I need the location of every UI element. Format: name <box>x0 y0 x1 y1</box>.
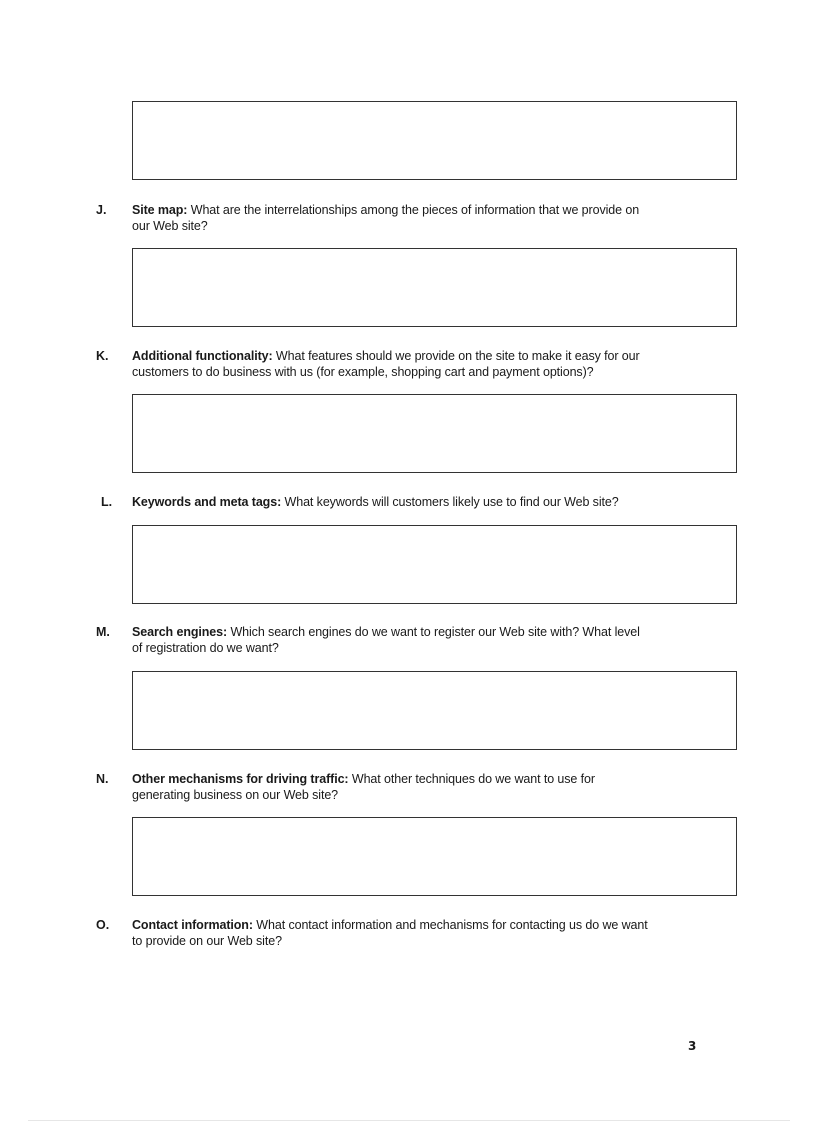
answer-box-j[interactable] <box>132 248 737 327</box>
question-m-text-continued: of registration do we want? <box>132 641 279 655</box>
item-letter-k: K. <box>96 349 109 363</box>
question-l-text: What keywords will customers likely use to find our Web site? <box>284 495 619 509</box>
answer-box-i[interactable] <box>132 101 737 180</box>
question-k-text-continued: customers to do business with us (for example, shopping cart and payment options)? <box>132 365 594 379</box>
answer-box-m[interactable] <box>132 671 737 750</box>
answer-box-l[interactable] <box>132 525 737 604</box>
question-j-title: Site map: <box>132 203 188 217</box>
item-letter-m: M. <box>96 625 110 639</box>
item-letter-j: J. <box>96 203 107 217</box>
question-o <box>132 917 712 949</box>
item-letter-l: L. <box>101 495 113 509</box>
question-n-title: Other mechanisms for driving traffic: <box>132 772 349 786</box>
answer-box-k[interactable] <box>132 394 737 473</box>
question-m-text: Which search engines do we want to register our Web site with? What level <box>230 625 640 639</box>
question-k-text: What features should we provide on the site to make it easy for our <box>275 349 640 363</box>
question-j-text: What are the interrelationships among the pieces of information that we provide on <box>190 203 640 217</box>
question-k <box>132 348 712 380</box>
question-l <box>132 494 712 510</box>
question-m-title: Search engines: <box>132 625 228 639</box>
question-j-text-continued: our Web site? <box>132 219 208 233</box>
question-o-text-continued: to provide on our Web site? <box>132 934 282 948</box>
question-n <box>132 771 712 803</box>
question-o-text: What contact information and mechanisms for contacting us do we want <box>256 918 648 932</box>
question-o-title: Contact information: <box>132 918 253 932</box>
item-letter-o: O. <box>96 918 110 932</box>
question-l-title: Keywords and meta tags: <box>132 495 282 509</box>
question-j <box>132 202 712 234</box>
question-k-title: Additional functionality: <box>132 349 273 363</box>
question-m <box>132 624 712 656</box>
question-n-text: What other techniques do we want to use for <box>351 772 595 786</box>
question-n-text-continued: generating business on our Web site? <box>132 788 339 802</box>
page-bottom-divider <box>28 1120 790 1121</box>
item-letter-n: N. <box>96 772 109 786</box>
page-number: 3 <box>688 1039 697 1053</box>
answer-box-n[interactable] <box>132 817 737 896</box>
